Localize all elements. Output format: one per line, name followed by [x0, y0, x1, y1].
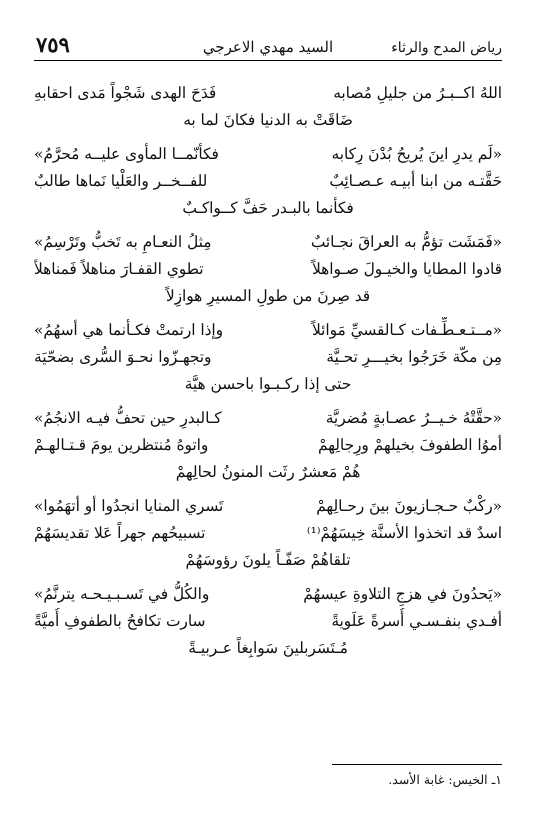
stanza	[34, 581, 502, 662]
stanza	[34, 80, 502, 134]
footnote: ١ـ الخيس: غابة الأسد.	[388, 772, 502, 787]
verse-line	[34, 520, 502, 547]
second-hemistich: فَدَحَ الهدى شَجْواً مَدى احقابهِ	[34, 84, 217, 102]
first-hemistich: أفـدي بنفـسـي أُسرةً عَلَويةً	[331, 612, 502, 630]
first-hemistich: «مــتـعـطِّـفات كـالقسيِّ مَوائلاً	[312, 321, 502, 339]
verse-line-single: قد صِرنَ من طولِ المسيرِ هوازِلاً	[165, 287, 371, 305]
page-number: ٧٥٩	[36, 32, 70, 57]
verse-line	[34, 141, 502, 168]
first-hemistich: «لَم يدرِ اينَ يُريحُ بُدْنَ رِكابه	[331, 145, 502, 163]
second-hemistich: سارت تكافحُ بالطفوفِ أُميَّةً	[34, 612, 206, 630]
first-hemistich: أموُا الطفوفَ بخيلهمْ ورِجالِهمْ	[318, 436, 502, 454]
stanza	[34, 229, 502, 310]
second-hemistich: مِثلُ النعـامِ به تَخبُّ وتَرْسِمُ»	[34, 233, 212, 251]
stanza	[34, 141, 502, 222]
second-hemistich: واتوهُ مُنتظرين يومَ قـتـالهـمْ	[34, 436, 209, 454]
second-hemistich: تَسري المنايا انجدُوا أو أتهَمُوا»	[34, 497, 224, 515]
first-hemistich: «حقَّتْهُ خـيــرُ عصـابةٍ مُضريَّة	[325, 409, 502, 427]
stanza	[34, 405, 502, 486]
verse-line	[34, 405, 502, 432]
book-title: رياض المدح والرثاء	[391, 40, 502, 56]
verse-line	[34, 608, 502, 635]
second-hemistich: فكأنّمــا المأوى عليــه مُحرَّمُ»	[34, 145, 219, 163]
stanza	[34, 317, 502, 398]
first-hemistich: اللهُ اكــبـرُ من جليلِ مُصابه	[333, 84, 502, 102]
second-hemistich: تطوي القفـارَ مناهلاً فَمناهلاً	[34, 260, 204, 278]
first-hemistich: حَقَّتـه من ابنا أبيـه عـصـائِبٌ	[329, 172, 502, 190]
verse-line	[34, 256, 502, 283]
second-hemistich: وتجهـزّوا نحـوَ السُّرى بضحّيَة	[34, 348, 212, 366]
verse-line-single: تلقاهُمْ صَفّـاً يلونَ رؤوسَهُمْ	[185, 551, 351, 569]
verse-line	[34, 581, 502, 608]
second-hemistich: والكُلُّ في تَسـبـيـحـه يترنَّمُ»	[34, 585, 210, 603]
verse-line	[34, 229, 502, 256]
first-hemistich: مِن مكّة خَرَجُوا بخيـــرِ تحـيَّة	[326, 348, 502, 366]
verse-line-single: ضَاقَتْ به الدنيا فكانَ لما به	[183, 111, 353, 129]
first-hemistich: «ركْبٌ حـجـازيونَ بينَ رحـالِهمْ	[316, 497, 502, 515]
second-hemistich: كـالبدرِ حين تحفُّ فيـه الانجُمُ»	[34, 409, 222, 427]
second-hemistich: وإذا ارتمتْ فكـأنما هي أسهُمُ»	[34, 321, 224, 339]
first-hemistich: «يَحدُونَ في هزجِ التلاوةِ عيسهُمْ	[303, 585, 502, 603]
verse-line	[34, 80, 502, 107]
first-hemistich: قادوا المطايا والخيـولَ صـواهلاً	[312, 260, 502, 278]
stanza	[34, 493, 502, 574]
verse-line	[34, 344, 502, 371]
verse-line	[34, 317, 502, 344]
verse-line-single: هُمْ مَعشرٌ رثَت المنونُ لحالِهمْ	[175, 463, 361, 481]
verse-line-single: مُـتَسَربلينَ سَوابِغاً عـربيـةً	[188, 639, 348, 657]
footnote-divider	[332, 764, 502, 765]
author-name: السيد مهدي الاعرجي	[202, 38, 334, 56]
second-hemistich: للفــخــر والعَلْيا نَماها طالبٌ	[34, 172, 208, 190]
second-hemistich: تسبيحُهم جهراً عَلا تقديسَهُمْ	[34, 524, 206, 542]
verse-line-single: حتى إذا ركـبـوا باحسن هيَّة	[184, 375, 352, 393]
page-header	[34, 30, 502, 61]
first-hemistich: «فَمَشَت تؤمُّ به العراقَ نجـائبٌ	[310, 233, 502, 251]
verse-line	[34, 168, 502, 195]
verse-line	[34, 432, 502, 459]
first-hemistich: اسدٌ قد اتخذوا الأسنَّة خِيسَهُمْ⁽¹⁾	[306, 524, 502, 542]
verse-line-single: فكأنما بالبـدر حَفَّ كــواكـبٌ	[182, 199, 354, 217]
verse-line	[34, 493, 502, 520]
poem-body	[34, 80, 502, 669]
